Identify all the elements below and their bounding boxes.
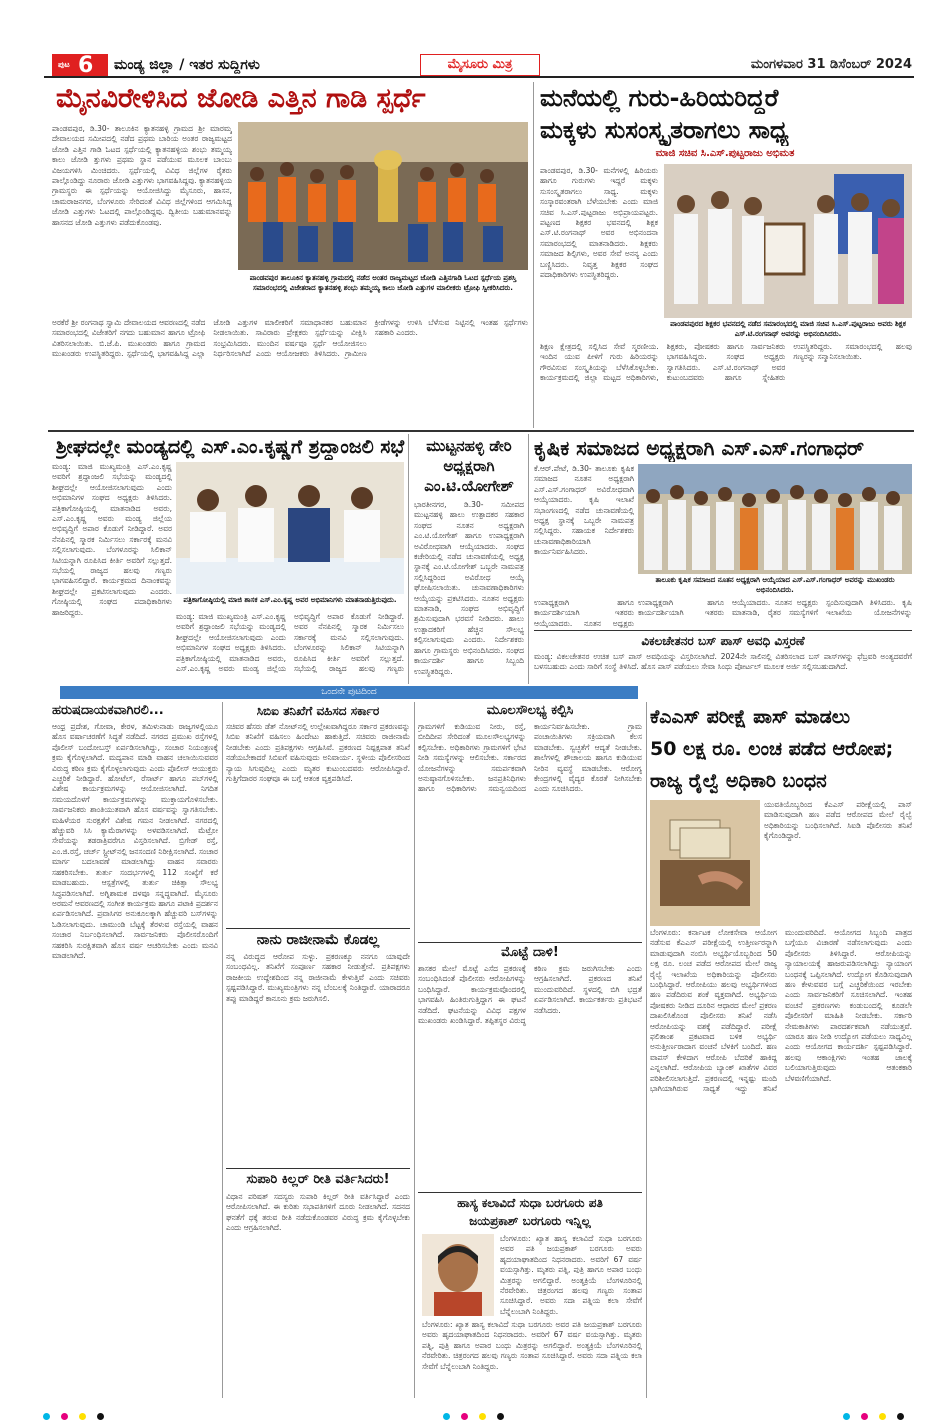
cart-race-body-bottom: ಅರಕೆರೆ ಶ್ರೀ ರಂಗನಾಥ ಸ್ವಾಮಿ ದೇವಾಲಯದ ಆವರಣದಲ್ಲಿ ನಡೆದ ಸಮಾರಂಭದಲ್ಲಿ ವಿಜೇತರಿಗೆ ನಗದು ಬಹುಮಾನ ಹಾಗೂ ಟ್ರೋಫಿ ವಿತರಿಸಲಾಯಿತು. ಬಿ.ಜೆ.ಪಿ. ಮುಖಂಡರು ಹಾಗೂ ಗ್ರಾಮದ ಮುಖಂಡರು ಉಪಸ್ಥಿತರಿದ್ದರು. ಸ್ಪರ್ಧೆಯಲ್ಲಿ ಭಾಗವಹಿಸಿದ್ದ ಎಲ್ಲಾ ಜೋಡಿ ಎತ್ತುಗಳ ಮಾಲೀಕರಿಗೆ ಸಮಾಧಾನಕರ ಬಹುಮಾನ ನೀಡಲಾಯಿತು. ಸಾವಿರಾರು ಪ್ರೇಕ್ಷಕರು ಸ್ಪರ್ಧೆಯನ್ನು ವೀಕ್ಷಿಸಿ ಸಂಭ್ರಮಿಸಿದರು. ಮುಂದಿನ ವರ್ಷವೂ ಸ್ಪರ್ಧೆ ಆಯೋಜಿಸಲು ನಿರ್ಧರಿಸಲಾಗಿದೆ ಎಂದು ಆಯೋಜಕರು ತಿಳಿಸಿದರು. ಗ್ರಾಮೀಣ ಕ್ರೀಡೆಗಳನ್ನು ಉಳಿಸಿ ಬೆಳೆಸುವ ನಿಟ್ಟಿನಲ್ಲಿ ಇಂತಹ ಸ್ಪರ್ಧೆಗಳು ಸಹಕಾರಿ ಎಂದರು. [52, 318, 528, 359]
resign-headline: ನಾನು ರಾಜೀನಾಮೆ ಕೊಡಲ್ಲ [256, 932, 380, 948]
jump2-body: ಸಚಿವರ ಹೆಸರು ಡೆತ್ ನೋಟ್‌ನಲ್ಲಿ ಉಲ್ಲೇಖವಾಗಿದ್ದರೂ ಸರ್ಕಾರ ಪ್ರಕರಣವನ್ನು ಸಿಬಿಐ ತನಿಖೆಗೆ ವಹಿಸಲು ಹಿಂದೇಟು ಹಾಕುತ್ತಿದೆ. ಸಚಿವರು ರಾಜೀನಾಮೆ ನೀಡಬೇಕು ಎಂದು ಪ್ರತಿಪಕ್ಷಗಳು ಆಗ್ರಹಿಸಿವೆ. ಪ್ರಕರಣದ ನಿಷ್ಪಕ್ಷಪಾತ ತನಿಖೆ ನಡೆಯಬೇಕಾದರೆ ಸಿಬಿಐಗೆ ವಹಿಸುವುದು ಅನಿವಾರ್ಯ. ಸ್ಥಳೀಯ ಪೊಲೀಸರಿಂದ ನ್ಯಾಯ ಸಿಗುವುದಿಲ್ಲ ಎಂದು ಮೃತರ ಕುಟುಂಬದವರು ಆರೋಪಿಸಿದ್ದಾರೆ. ಗುತ್ತಿಗೆದಾರರ ಸಂಘವೂ ಈ ಬಗ್ಗೆ ಆತಂಕ ವ್ಯಕ್ತಪಡಿಸಿದೆ. [226, 722, 410, 784]
dairy-headline-line2: ಅಧ್ಯಕ್ಷರಾಗಿ [443, 457, 495, 475]
jump2-headline: ಸಿಬಿಐ ತನಿಖೆಗೆ ವಹಿಸದ ಸರ್ಕಾರ [256, 704, 380, 718]
column-divider [528, 434, 529, 684]
obit-body-right: ಬೆಂಗಳೂರು: ಖ್ಯಾತ ಹಾಸ್ಯ ಕಲಾವಿದೆ ಸುಧಾ ಬರಗೂರು ಅವರ ಪತಿ ಜಯಪ್ರಕಾಶ್ ಬರಗೂರು ಅವರು ಹೃದಯಾಘಾತದಿಂದ ನಿಧನರಾದರು. ಅವರಿಗೆ 67 ವರ್ಷ ವಯಸ್ಸಾಗಿತ್ತು. ಮೃತರು ಪತ್ನಿ, ಪುತ್ರಿ ಹಾಗೂ ಅಪಾರ ಬಂಧು ಮಿತ್ರರನ್ನು ಅಗಲಿದ್ದಾರೆ. ಅಂತ್ಯಕ್ರಿಯೆ ಬೆಂಗಳೂರಿನಲ್ಲಿ ನೆರವೇರಿತು. ಚಿತ್ರರಂಗದ ಹಲವು ಗಣ್ಯರು ಸಂತಾಪ ಸೂಚಿಸಿದ್ದಾರೆ. ಅವರು ಸದಾ ಪತ್ನಿಯ ಕಲಾ ಸೇವೆಗೆ ಬೆನ್ನೆಲುಬಾಗಿ ನಿಂತಿದ್ದರು. [500, 1234, 642, 1316]
sm-krishna-photo-image [176, 462, 404, 594]
page-number: 6 [78, 53, 94, 78]
motte-headline: ಮೊಟ್ಟೆ ದಾಳಿ! [501, 945, 559, 960]
cart-race-body-left: ಪಾಂಡವಪುರ, ಡಿ.30- ತಾಲೂಕಿನ ಕ್ಯಾತನಹಳ್ಳಿ ಗ್ರಾಮದ ಶ್ರೀ ಮಾರಮ್ಮ ದೇವಾಲಯದ ಸಮೀಪದಲ್ಲಿ ನಡೆದ ಪ್ರಥಮ ಬಾರಿಯ ಅಂತರ ರಾಜ್ಯಮಟ್ಟದ ಜೋಡಿ ಎತ್ತಿನ ಗಾಡಿ ಓಟದ ಸ್ಪರ್ಧೆಯಲ್ಲಿ ಕ್ಯಾತನಹಳ್ಳಿಯ ಶಂಭು ತಮ್ಮಯ್ಯ ಕಾಲು ಜೋಡಿ ತ್ತುಗಳು ಪ್ರಥಮ ಸ್ಥಾನ ಪಡೆಯುವ ಮೂಲಕ ಬಾಂಬು ವಿಜಯಗಳಿಸಿ ಮಿಂಚಿದರು. ಸ್ಪರ್ಧೆಯಲ್ಲಿ ವಿವಿಧ ಜಿಲ್ಲೆಗಳ ರೈತರು ಪಾಲ್ಗೊಂಡಿದ್ದು ನೂರಾರು ಜೋಡಿ ಎತ್ತುಗಳು ಭಾಗವಹಿಸಿದ್ದವು. ಕ್ಯಾತನಹಳ್ಳಿಯ ಗ್ರಾಮಸ್ಥರು ಈ ಸ್ಪರ್ಧೆಯನ್ನು ಆಯೋಜಿಸಿದ್ದು ಮೈಸೂರು, ಹಾಸನ, ಚಾಮರಾಜನಗರ, ಬೆಂಗಳೂರು ಸೇರಿದಂತೆ ವಿವಿಧ ಜಿಲ್ಲೆಗಳಿಂದ ಆಗಮಿಸಿದ್ದ ಜೋಡಿ ಎತ್ತುಗಳು ಓಟದಲ್ಲಿ ಪಾಲ್ಗೊಂಡಿದ್ದವು. ದ್ವಿತೀಯ ಬಹುಮಾನವನ್ನು ಹಾಸನದ ಜೋಡಿ ಎತ್ತುಗಳು ಪಡೆದುಕೊಂಡವು. [52, 124, 232, 227]
guru-photo [664, 164, 912, 318]
source-headline: ಮೂಲಸೌಲಭ್ಯ ಕಲ್ಪಿಸಿ [486, 703, 574, 718]
cyan-dot [843, 1413, 850, 1420]
cart-race-photo-caption: ಪಾಂಡವಪುರ ತಾಲೂಕಿನ ಕ್ಯಾತನಹಳ್ಳಿ ಗ್ರಾಮದಲ್ಲಿ ನಡೆದ ಅಂತರ ರಾಜ್ಯಮಟ್ಟದ ಜೋಡಿ ಎತ್ತಿನಗಾಡಿ ಓಟದ ಸ್ಪರ್ಧೆಯ ಪ್ರಶಸ್ತಿ ಸಮಾರಂಭದಲ್ಲಿ ವಿಜೇತರಾದ ಕ್ಯಾತನಹಳ್ಳಿ ಶಂಭು ತಮ್ಮಯ್ಯ ಕಾಲು ಜೋಡಿ ಎತ್ತುಗಳ ಮಾಲೀಕರು ಟ್ರೋಫಿ ಸ್ವೀಕರಿಸಿದರು. [249, 274, 517, 292]
krishika-body-left-bottom: ಉಪಾಧ್ಯಕ್ಷರಾಗಿ ಹಾಗೂ ಕಾರ್ಯದರ್ಶಿಯಾಗಿ ಇತರರು ಆಯ್ಕೆಯಾದರು. ನೂತನ ಅಧ್ಯಕ್ಷರು [534, 598, 634, 628]
supari-headline: ಸುಪಾರಿ ಕಿಲ್ಲರ್ ರೀತಿ ವರ್ತಿಸಿದರು! [246, 1172, 390, 1187]
guru-photo-caption: ಪಾಂಡವಪುರದ ಶಿಕ್ಷಕರ ಭವನದಲ್ಲಿ ನಡೆದ ಸಮಾರಂಭದಲ್ಲಿ ಮಾಜಿ ಸಚಿವ ಸಿ.ಎಸ್.ಪುಟ್ಟರಾಜು ಅವರು ಶಿಕ್ಷಕ ಎಸ್.ಟಿ.ರಂಗನಾಥ್ ಅವರನ್ನು ಅಭಿನಂದಿಸಿದರು. [670, 320, 906, 338]
obit-headline-line1: ಹಾಸ್ಯ ಕಲಾವಿದೆ ಸುಧಾ ಬರಗೂರು ಪತಿ [457, 1196, 603, 1210]
paper-name: ಮೈಸೂರು ಮಿತ್ರ [420, 54, 540, 76]
column-divider [408, 434, 409, 684]
rule [418, 1192, 642, 1193]
column-divider [646, 702, 647, 1398]
section-divider [48, 430, 914, 432]
krishika-photo-caption: ತಾಲೂಕು ಕೃಷಿಕ ಸಮಾಜದ ನೂತನ ಅಧ್ಯಕ್ಷರಾಗಿ ಆಯ್ಕೆಯಾದ ಎಸ್.ಎಸ್.ಗಂಗಾಧರ್ ಅವರನ್ನು ಮುಖಂಡರು ಅಭಿನಂದಿಸಿದರು. [655, 576, 895, 594]
krishika-photo-image [638, 464, 912, 574]
guru-body-bottom: ಶಿಕ್ಷಣ ಕ್ಷೇತ್ರದಲ್ಲಿ ಸಲ್ಲಿಸಿದ ಸೇವೆ ಸ್ಮರಣೀಯ. ಇಂದಿನ ಯುವ ಪೀಳಿಗೆ ಗುರು ಹಿರಿಯರನ್ನು ಗೌರವಿಸುವ ಸಂಸ್ಕೃತಿಯನ್ನು ಬೆಳೆಸಿಕೊಳ್ಳಬೇಕು. ಕಾರ್ಯಕ್ರಮದಲ್ಲಿ ಜಿಲ್ಲಾ ಮಟ್ಟದ ಅಧಿಕಾರಿಗಳು, ಶಿಕ್ಷಕರು, ಪೋಷಕರು ಹಾಗೂ ಸಾರ್ವಜನಿಕರು ಭಾಗವಹಿಸಿದ್ದರು. ಸಂಘದ ಅಧ್ಯಕ್ಷರು ಸ್ವಾಗತಿಸಿದರು. ಎಸ್.ಟಿ.ರಂಗನಾಥ್ ಅವರ ಕುಟುಂಬದವರು ಹಾಗೂ ಸ್ನೇಹಿತರು ಉಪಸ್ಥಿತರಿದ್ದರು. ಸಮಾರಂಭದಲ್ಲಿ ಹಲವು ಗಣ್ಯರನ್ನು ಸನ್ಮಾನಿಸಲಾಯಿತು. [540, 342, 912, 383]
guru-body-left: ಪಾಂಡವಪುರ, ಡಿ.30- ಮನೆಗಳಲ್ಲಿ ಹಿರಿಯರು ಹಾಗೂ ಗುರುಗಳು ಇದ್ದರೆ ಮಕ್ಕಳು ಸುಸಂಸ್ಕೃತರಾಗಲು ಸಾಧ್ಯ. ಮಕ್ಕಳು ಸಂಸ್ಕಾರವಂತರಾಗಿ ಬೆಳೆಯಬೇಕು ಎಂದು ಮಾಜಿ ಸಚಿವ ಸಿ.ಎಸ್.ಪುಟ್ಟರಾಜು ಅಭಿಪ್ರಾಯಪಟ್ಟರು. ಪಟ್ಟಣದ ಶಿಕ್ಷಕರ ಭವನದಲ್ಲಿ ಶಿಕ್ಷಕ ಎಸ್.ಟಿ.ರಂಗನಾಥ್ ಅವರ ಅಭಿನಂದನಾ ಸಮಾರಂಭದಲ್ಲಿ ಮಾತನಾಡಿದರು. ಶಿಕ್ಷಕರು ಸಮಾಜದ ಶಿಲ್ಪಿಗಳು, ಅವರ ಸೇವೆ ಅನನ್ಯ ಎಂದು ಬಣ್ಣಿಸಿದರು. ನಿವೃತ್ತ ಶಿಕ್ಷಕರ ಸಂಘದ ಪದಾಧಿಕಾರಿಗಳು ಉಪಸ್ಥಿತರಿದ್ದರು. [540, 166, 658, 280]
krishika-headline: ಕೃಷಿಕ ಸಮಾಜದ ಅಧ್ಯಕ್ಷರಾಗಿ ಎಸ್.ಎಸ್.ಗಂಗಾಧರ್ [534, 436, 865, 460]
obit-portrait [422, 1234, 494, 1316]
yellow-dot [879, 1413, 886, 1420]
magenta-dot [861, 1413, 868, 1420]
page-label: ಪುಟ [58, 60, 70, 69]
dairy-headline-line1: ಮುಟ್ಟನಹಳ್ಳಿ ಡೇರಿ [426, 437, 512, 455]
supari-body: ವಿಧಾನ ಪರಿಷತ್ ಸದಸ್ಯರು ಸುಪಾರಿ ಕಿಲ್ಲರ್ ರೀತಿ ವರ್ತಿಸಿದ್ದಾರೆ ಎಂದು ಆರೋಪಿಸಲಾಗಿದೆ. ಈ ಕುರಿತು ಸಭಾಪತಿಗಳಿಗೆ ದೂರು ನೀಡಲಾಗಿದೆ. ಸದನದ ಘನತೆಗೆ ಧಕ್ಕೆ ತರುವ ರೀತಿ ನಡೆದುಕೊಂಡವರ ವಿರುದ್ಧ ಕ್ರಮ ಕೈಗೊಳ್ಳಬೇಕು ಎಂದು ಆಗ್ರಹಿಸಲಾಗಿದೆ. [226, 1192, 410, 1233]
sm-krishna-photo [176, 462, 404, 594]
kas-body-main: ಬೆಂಗಳೂರು: ಕರ್ನಾಟಕ ಲೋಕಸೇವಾ ಆಯೋಗ ನಡೆಸುವ ಕೆಎಎಸ್ ಪರೀಕ್ಷೆಯಲ್ಲಿ ಉತ್ತೀರ್ಣರನ್ನಾಗಿ ಮಾಡುವುದಾಗಿ ನಂಬಿಸಿ ಅಭ್ಯರ್ಥಿಯೊಬ್ಬರಿಂದ 50 ಲಕ್ಷ ರೂ. ಲಂಚ ಪಡೆದ ಆರೋಪದ ಮೇಲೆ ರಾಜ್ಯ ರೈಲ್ವೆ ಇಲಾಖೆಯ ಅಧಿಕಾರಿಯನ್ನು ಪೊಲೀಸರು ಬಂಧಿಸಿದ್ದಾರೆ. ಆರೋಪಿಯು ಹಲವು ಅಭ್ಯರ್ಥಿಗಳಿಂದ ಹಣ ಪಡೆದಿರುವ ಶಂಕೆ ವ್ಯಕ್ತವಾಗಿದೆ. ಅಭ್ಯರ್ಥಿಯ ಪೋಷಕರು ನೀಡಿದ ದೂರಿನ ಆಧಾರದ ಮೇಲೆ ಪ್ರಕರಣ ದಾಖಲಿಸಿಕೊಂಡ ಪೊಲೀಸರು ತನಿಖೆ ನಡೆಸಿ ಆರೋಪಿಯನ್ನು ವಶಕ್ಕೆ ಪಡೆದಿದ್ದಾರೆ. ಪರೀಕ್ಷೆ ಫಲಿತಾಂಶ ಪ್ರಕಟವಾದ ಬಳಿಕ ಅಭ್ಯರ್ಥಿ ಅನುತ್ತೀರ್ಣರಾದಾಗ ವಂಚನೆ ಬೆಳಕಿಗೆ ಬಂದಿದೆ. ಹಣ ವಾಪಸ್ ಕೇಳಿದಾಗ ಆರೋಪಿ ಬೆದರಿಕೆ ಹಾಕಿದ್ದ ಎನ್ನಲಾಗಿದೆ. ಆರೋಪಿಯ ಬ್ಯಾಂಕ್ ಖಾತೆಗಳ ವಿವರ ಪರಿಶೀಲಿಸಲಾಗುತ್ತಿದೆ. ಪ್ರಕರಣದಲ್ಲಿ ಇನ್ನಷ್ಟು ಮಂದಿ ಭಾಗಿಯಾಗಿರುವ ಸಾಧ್ಯತೆ ಇದ್ದು ತನಿಖೆ ಮುಂದುವರಿದಿದೆ. ಆಯೋಗದ ಸಿಬ್ಬಂದಿ ಪಾತ್ರದ ಬಗ್ಗೆಯೂ ವಿಚಾರಣೆ ನಡೆಸಲಾಗುವುದು ಎಂದು ಪೊಲೀಸರು ತಿಳಿಸಿದ್ದಾರೆ. ಆರೋಪಿಯನ್ನು ನ್ಯಾಯಾಲಯಕ್ಕೆ ಹಾಜರುಪಡಿಸಲಾಗಿದ್ದು ನ್ಯಾಯಾಂಗ ಬಂಧನಕ್ಕೆ ಒಪ್ಪಿಸಲಾಗಿದೆ. ಉದ್ಯೋಗ ಕೊಡಿಸುವುದಾಗಿ ಹಣ ಕೇಳುವವರ ಬಗ್ಗೆ ಎಚ್ಚರಿಕೆಯಿಂದ ಇರಬೇಕು ಎಂದು ಸಾರ್ವಜನಿಕರಿಗೆ ಸೂಚಿಸಲಾಗಿದೆ. ಇಂತಹ ವಂಚನೆ ಪ್ರಕರಣಗಳು ಕಂಡುಬಂದಲ್ಲಿ ಕೂಡಲೇ ಪೊಲೀಸರಿಗೆ ಮಾಹಿತಿ ನೀಡಬೇಕು. ಸರ್ಕಾರಿ ನೇಮಕಾತಿಗಳು ಪಾರದರ್ಶಕವಾಗಿ ನಡೆಯುತ್ತವೆ. ಯಾರೂ ಹಣ ನೀಡಿ ಉದ್ಯೋಗ ಪಡೆಯಲು ಸಾಧ್ಯವಿಲ್ಲ ಎಂದು ಆಯೋಗದ ಕಾರ್ಯದರ್ಶಿ ಸ್ಪಷ್ಟಪಡಿಸಿದ್ದಾರೆ. ಹಲವು ಆಕಾಂಕ್ಷಿಗಳು ಇಂತಹ ಜಾಲಕ್ಕೆ ಬಲಿಯಾಗುತ್ತಿರುವುದು ಆತಂಕಕಾರಿ ಬೆಳವಣಿಗೆಯಾಗಿದೆ. [650, 928, 912, 1094]
section-title: ಮಂಡ್ಯ ಜಿಲ್ಲಾ / ಇತರ ಸುದ್ದಿಗಳು [114, 57, 260, 73]
bus-pass-body: ಮಂಡ್ಯ: ವಿಕಲಚೇತನರ ಉಚಿತ ಬಸ್ ಪಾಸ್ ಅವಧಿಯನ್ನು ವಿಸ್ತರಿಸಲಾಗಿದೆ. 2024ನೇ ಸಾಲಿನಲ್ಲಿ ವಿತರಿಸಲಾದ ಬಸ್ ಪಾಸ್‌ಗಳನ್ನು ಫೆಬ್ರವರಿ ಅಂತ್ಯದವರೆಗೆ ಬಳಸಬಹುದು ಎಂದು ಸಾರಿಗೆ ಸಂಸ್ಥೆ ತಿಳಿಸಿದೆ. ಹೊಸ ಪಾಸ್ ಪಡೆಯಲು ಸೇವಾ ಸಿಂಧು ಪೋರ್ಟಲ್ ಮೂಲಕ ಅರ್ಜಿ ಸಲ್ಲಿಸಬಹುದಾಗಿದೆ. [534, 652, 912, 672]
cart-race-photo [238, 122, 528, 270]
cyan-dot [43, 1413, 50, 1420]
black-dot [97, 1413, 104, 1420]
rule [534, 630, 912, 631]
magenta-dot [461, 1413, 468, 1420]
guru-headline-line2: ಮಕ್ಕಳು ಸುಸಂಸ್ಕೃತರಾಗಲು ಸಾಧ್ಯ [540, 116, 789, 144]
black-dot [497, 1413, 504, 1420]
krishika-body-top: ಕೆ.ಆರ್.ಪೇಟೆ, ಡಿ.30- ತಾಲೂಕು ಕೃಷಿಕ ಸಮಾಜದ ನೂತನ ಅಧ್ಯಕ್ಷರಾಗಿ ಎಸ್.ಎಸ್.ಗಂಗಾಧರ್ ಅವಿರೋಧವಾಗಿ ಆಯ್ಕೆಯಾದರು. ಕೃಷಿ ಇಲಾಖೆ ಸಭಾಂಗಣದಲ್ಲಿ ನಡೆದ ಚುನಾವಣೆಯಲ್ಲಿ ಅಧ್ಯಕ್ಷ ಸ್ಥಾನಕ್ಕೆ ಒಬ್ಬರೇ ನಾಮಪತ್ರ ಸಲ್ಲಿಸಿದ್ದರು. ಸಹಾಯಕ ನಿರ್ದೇಶಕರು ಚುನಾವಣಾಧಿಕಾರಿಯಾಗಿ ಕಾರ್ಯನಿರ್ವಹಿಸಿದರು. [534, 464, 634, 557]
cart-race-headline: ಮೈನವಿರೇಳಿಸಿದ ಜೋಡಿ ಎತ್ತಿನ ಗಾಡಿ ಸ್ಪರ್ಧೆ [56, 83, 426, 114]
kas-headline-line1: ಕೆಎಎಸ್ ಪರೀಕ್ಷೆ ಪಾಸ್ ಮಾಡಲು [650, 706, 851, 728]
sm-krishna-body-left: ಮಂಡ್ಯ: ಮಾಜಿ ಮುಖ್ಯಮಂತ್ರಿ ಎಸ್.ಎಂ.ಕೃಷ್ಣ ಅವರಿಗೆ ಶ್ರದ್ಧಾಂಜಲಿ ಸಭೆಯನ್ನು ಮಂಡ್ಯದಲ್ಲಿ ಶೀಘ್ರದಲ್ಲೇ ಆಯೋಜಿಸಲಾಗುವುದು ಎಂದು ಅಭಿಮಾನಿಗಳ ಸಂಘದ ಅಧ್ಯಕ್ಷರು ತಿಳಿಸಿದರು. ಪತ್ರಿಕಾಗೋಷ್ಠಿಯಲ್ಲಿ ಮಾತನಾಡಿದ ಅವರು, ಎಸ್.ಎಂ.ಕೃಷ್ಣ ಅವರು ಮಂಡ್ಯ ಜಿಲ್ಲೆಯ ಅಭಿವೃದ್ಧಿಗೆ ಅಪಾರ ಕೊಡುಗೆ ನೀಡಿದ್ದಾರೆ. ಅವರ ನೆನಪಿನಲ್ಲಿ ಸ್ಮಾರಕ ನಿರ್ಮಿಸಲು ಸರ್ಕಾರಕ್ಕೆ ಮನವಿ ಸಲ್ಲಿಸಲಾಗುವುದು. ಬೆಂಗಳೂರನ್ನು ಸಿಲಿಕಾನ್ ಸಿಟಿಯನ್ನಾಗಿ ರೂಪಿಸಿದ ಕೀರ್ತಿ ಅವರಿಗೆ ಸಲ್ಲುತ್ತದೆ. ಸಭೆಯಲ್ಲಿ ರಾಜ್ಯದ ಹಲವು ಗಣ್ಯರು ಭಾಗವಹಿಸಲಿದ್ದಾರೆ. ಕಾರ್ಯಕ್ರಮದ ದಿನಾಂಕವನ್ನು ಶೀಘ್ರದಲ್ಲೇ ಪ್ರಕಟಿಸಲಾಗುವುದು ಎಂದರು. ಗೋಷ್ಠಿಯಲ್ಲಿ ಸಂಘದ ಪದಾಧಿಕಾರಿಗಳು ಹಾಜರಿದ್ದರು. [52, 462, 172, 617]
cart-race-photo-image [238, 122, 528, 270]
cyan-dot [443, 1413, 450, 1420]
print-registration-marks [0, 1402, 945, 1416]
rule [226, 928, 410, 929]
black-dot [897, 1413, 904, 1420]
krishika-photo [638, 464, 912, 574]
dairy-body: ಭಾರತೀನಗರ, ಡಿ.30- ಸಮೀಪದ ಮುಟ್ಟನಹಳ್ಳಿ ಹಾಲು ಉತ್ಪಾದಕರ ಸಹಕಾರ ಸಂಘದ ನೂತನ ಅಧ್ಯಕ್ಷರಾಗಿ ಎಂ.ಟಿ.ಯೋಗೇಶ್ ಹಾಗೂ ಉಪಾಧ್ಯಕ್ಷರಾಗಿ ಅವಿರೋಧವಾಗಿ ಆಯ್ಕೆಯಾದರು. ಸಂಘದ ಕಚೇರಿಯಲ್ಲಿ ನಡೆದ ಚುನಾವಣೆಯಲ್ಲಿ ಅಧ್ಯಕ್ಷ ಸ್ಥಾನಕ್ಕೆ ಎಂ.ಟಿ.ಯೋಗೇಶ್ ಒಬ್ಬರೇ ನಾಮಪತ್ರ ಸಲ್ಲಿಸಿದ್ದರಿಂದ ಅವಿರೋಧ ಆಯ್ಕೆ ಘೋಷಿಸಲಾಯಿತು. ಚುನಾವಣಾಧಿಕಾರಿಗಳು ಆಯ್ಕೆಯನ್ನು ಪ್ರಕಟಿಸಿದರು. ನೂತನ ಅಧ್ಯಕ್ಷರು ಮಾತನಾಡಿ, ಸಂಘದ ಅಭಿವೃದ್ಧಿಗೆ ಶ್ರಮಿಸುವುದಾಗಿ ಭರವಸೆ ನೀಡಿದರು. ಹಾಲು ಉತ್ಪಾದಕರಿಗೆ ಹೆಚ್ಚಿನ ಸೌಲಭ್ಯ ಕಲ್ಪಿಸಲಾಗುವುದು ಎಂದರು. ನಿರ್ದೇಶಕರು ಹಾಗೂ ಗ್ರಾಮಸ್ಥರು ಅಭಿನಂದಿಸಿದರು. ಸಂಘದ ಕಾರ್ಯದರ್ಶಿ ಹಾಗೂ ಸಿಬ್ಬಂದಿ ಉಪಸ್ಥಿತರಿದ್ದರು. [414, 500, 524, 676]
source-body: ಗ್ರಾಮಗಳಿಗೆ ಕುಡಿಯುವ ನೀರು, ರಸ್ತೆ, ಬೀದಿದೀಪ ಸೇರಿದಂತೆ ಮೂಲಸೌಲಭ್ಯಗಳನ್ನು ಕಲ್ಪಿಸಬೇಕು. ಅಧಿಕಾರಿಗಳು ಗ್ರಾಮಗಳಿಗೆ ಭೇಟಿ ನೀಡಿ ಸಮಸ್ಯೆಗಳನ್ನು ಆಲಿಸಬೇಕು. ಸರ್ಕಾರದ ಯೋಜನೆಗಳನ್ನು ಸಮರ್ಪಕವಾಗಿ ಅನುಷ್ಠಾನಗೊಳಿಸಬೇಕು. ಜನಪ್ರತಿನಿಧಿಗಳು ಹಾಗೂ ಅಧಿಕಾರಿಗಳು ಸಮನ್ವಯದಿಂದ ಕಾರ್ಯನಿರ್ವಹಿಸಬೇಕು. ಗ್ರಾಮ ಪಂಚಾಯಿತಿಗಳು ಸಕ್ರಿಯವಾಗಿ ಕೆಲಸ ಮಾಡಬೇಕು. ಸ್ವಚ್ಛತೆಗೆ ಆದ್ಯತೆ ನೀಡಬೇಕು. ಶಾಲೆಗಳಲ್ಲಿ ಶೌಚಾಲಯ ಹಾಗೂ ಕುಡಿಯುವ ನೀರಿನ ವ್ಯವಸ್ಥೆ ಮಾಡಬೇಕು. ಆರೋಗ್ಯ ಕೇಂದ್ರಗಳಲ್ಲಿ ವೈದ್ಯರ ಕೊರತೆ ನೀಗಿಸಬೇಕು ಎಂದು ಸೂಚಿಸಿದರು. [418, 722, 642, 794]
rule [418, 942, 642, 943]
kas-illustration [650, 800, 760, 926]
dairy-headline-line3: ಎಂ.ಟಿ.ಯೋಗೇಶ್ [424, 477, 514, 495]
page-number-box [52, 54, 108, 76]
resign-body: ನನ್ನ ವಿರುದ್ಧದ ಆರೋಪ ಸುಳ್ಳು. ಪ್ರಕರಣಕ್ಕೂ ನನಗೂ ಯಾವುದೇ ಸಂಬಂಧವಿಲ್ಲ. ತನಿಖೆಗೆ ಸಂಪೂರ್ಣ ಸಹಕಾರ ನೀಡುತ್ತೇನೆ. ಪ್ರತಿಪಕ್ಷಗಳು ರಾಜಕೀಯ ಉದ್ದೇಶದಿಂದ ನನ್ನ ರಾಜೀನಾಮೆ ಕೇಳುತ್ತಿವೆ ಎಂದು ಸಚಿವರು ಸ್ಪಷ್ಟಪಡಿಸಿದ್ದಾರೆ. ಮುಖ್ಯಮಂತ್ರಿಗಳು ನನ್ನ ಬೆಂಬಲಕ್ಕೆ ನಿಂತಿದ್ದಾರೆ. ಯಾರಾದರೂ ತಪ್ಪು ಮಾಡಿದ್ದರೆ ಕಾನೂನು ಕ್ರಮ ಜರುಗಿಸಲಿ. [226, 952, 410, 1003]
issue-date: ಮಂಗಳವಾರ 31 ಡಿಸೆಂಬರ್ 2024 [750, 57, 912, 72]
obit-headline-line2: ಜಯಪ್ರಕಾಶ್ ಬರಗೂರು ಇನ್ನಿಲ್ಲ [469, 1214, 591, 1228]
kas-headline-line2: 50 ಲಕ್ಷ ರೂ. ಲಂಚ ಪಡೆದ ಆರೋಪ; [650, 738, 894, 760]
bus-pass-headline: ವಿಕಲಚೇತನರ ಬಸ್ ಪಾಸ್ ಅವಧಿ ವಿಸ್ತರಣೆ [641, 634, 805, 648]
rule [226, 1168, 410, 1169]
obit-body-bottom: ಬೆಂಗಳೂರು: ಖ್ಯಾತ ಹಾಸ್ಯ ಕಲಾವಿದೆ ಸುಧಾ ಬರಗೂರು ಅವರ ಪತಿ ಜಯಪ್ರಕಾಶ್ ಬರಗೂರು ಅವರು ಹೃದಯಾಘಾತದಿಂದ ನಿಧನರಾದರು. ಅವರಿಗೆ 67 ವರ್ಷ ವಯಸ್ಸಾಗಿತ್ತು. ಮೃತರು ಪತ್ನಿ, ಪುತ್ರಿ ಹಾಗೂ ಅಪಾರ ಬಂಧು ಮಿತ್ರರನ್ನು ಅಗಲಿದ್ದಾರೆ. ಅಂತ್ಯಕ್ರಿಯೆ ಬೆಂಗಳೂರಿನಲ್ಲಿ ನೆರವೇರಿತು. ಚಿತ್ರರಂಗದ ಹಲವು ಗಣ್ಯರು ಸಂತಾಪ ಸೂಚಿಸಿದ್ದಾರೆ. ಅವರು ಸದಾ ಪತ್ನಿಯ ಕಲಾ ಸೇವೆಗೆ ಬೆನ್ನೆಲುಬಾಗಿ ನಿಂತಿದ್ದರು. [422, 1320, 642, 1371]
guru-photo-image [664, 164, 912, 318]
krishika-body-bottom: ಉಪಾಧ್ಯಕ್ಷರಾಗಿ ಹಾಗೂ ಕಾರ್ಯದರ್ಶಿಯಾಗಿ ಇತರರು ಆಯ್ಕೆಯಾದರು. ನೂತನ ಅಧ್ಯಕ್ಷರು ಮಾತನಾಡಿ, ರೈತರ ಸಮಸ್ಯೆಗಳಿಗೆ ಸ್ಪಂದಿಸುವುದಾಗಿ ತಿಳಿಸಿದರು. ಕೃಷಿ ಇಲಾಖೆಯ ಯೋಜನೆಗಳನ್ನು [638, 598, 912, 618]
column-divider [414, 702, 415, 1398]
motte-body: ಶಾಸಕರ ಮೇಲೆ ಮೊಟ್ಟೆ ಎಸೆದ ಪ್ರಕರಣಕ್ಕೆ ಸಂಬಂಧಿಸಿದಂತೆ ಪೊಲೀಸರು ಆರೋಪಿಗಳನ್ನು ಬಂಧಿಸಿದ್ದಾರೆ. ಕಾರ್ಯಕ್ರಮವೊಂದರಲ್ಲಿ ಭಾಗವಹಿಸಿ ಹಿಂತಿರುಗುತ್ತಿದ್ದಾಗ ಈ ಘಟನೆ ನಡೆದಿದೆ. ಘಟನೆಯನ್ನು ವಿವಿಧ ಪಕ್ಷಗಳ ಮುಖಂಡರು ಖಂಡಿಸಿದ್ದಾರೆ. ತಪ್ಪಿತಸ್ಥರ ವಿರುದ್ಧ ಕಠಿಣ ಕ್ರಮ ಜರುಗಿಸಬೇಕು ಎಂದು ಆಗ್ರಹಿಸಲಾಗಿದೆ. ಪ್ರಕರಣದ ತನಿಖೆ ಮುಂದುವರಿದಿದೆ. ಸ್ಥಳದಲ್ಲಿ ಬಿಗಿ ಭದ್ರತೆ ಏರ್ಪಡಿಸಲಾಗಿದೆ. ಕಾರ್ಯಕರ್ತರು ಪ್ರತಿಭಟನೆ ನಡೆಸಿದರು. [418, 964, 642, 1026]
column-divider [533, 82, 534, 428]
column-divider [222, 702, 223, 1398]
continued-banner: ಒಂದನೇ ಪುಟದಿಂದ [60, 686, 638, 699]
magenta-dot [61, 1413, 68, 1420]
jump1-body: ಆಂಧ್ರ ಪ್ರದೇಶ, ಗೋವಾ, ಕೇರಳ, ತಮಿಳುನಾಡು ರಾಜ್ಯಗಳಲ್ಲಿಯೂ ಹೊಸ ವರ್ಷಾಚರಣೆಗೆ ಸಿದ್ಧತೆ ನಡೆದಿದೆ. ನಗರದ ಪ್ರಮುಖ ರಸ್ತೆಗಳಲ್ಲಿ ಪೊಲೀಸ್ ಬಂದೋಬಸ್ತ್ ಏರ್ಪಡಿಸಲಾಗಿದ್ದು, ಸಂಚಾರ ನಿಯಂತ್ರಣಕ್ಕೆ ಕ್ರಮ ಕೈಗೊಳ್ಳಲಾಗಿದೆ. ಮದ್ಯಪಾನ ಮಾಡಿ ವಾಹನ ಚಲಾಯಿಸುವವರ ವಿರುದ್ಧ ಕಠಿಣ ಕ್ರಮ ಕೈಗೊಳ್ಳಲಾಗುವುದು ಎಂದು ಪೊಲೀಸ್ ಆಯುಕ್ತರು ಎಚ್ಚರಿಕೆ ನೀಡಿದ್ದಾರೆ. ಹೋಟೆಲ್, ರೆಸಾರ್ಟ್ ಹಾಗೂ ಪಬ್‌ಗಳಲ್ಲಿ ವಿಶೇಷ ಕಾರ್ಯಕ್ರಮಗಳನ್ನು ಆಯೋಜಿಸಲಾಗಿದೆ. ನಿಗದಿತ ಸಮಯದೊಳಗೆ ಕಾರ್ಯಕ್ರಮಗಳನ್ನು ಮುಕ್ತಾಯಗೊಳಿಸಬೇಕು. ಸಾರ್ವಜನಿಕರು ಶಾಂತಿಯುತವಾಗಿ ಹೊಸ ವರ್ಷವನ್ನು ಸ್ವಾಗತಿಸಬೇಕು. ಮಹಿಳೆಯರ ಸುರಕ್ಷತೆಗೆ ವಿಶೇಷ ಗಮನ ನೀಡಲಾಗಿದೆ. ನಗರದಲ್ಲಿ ಹೆಚ್ಚುವರಿ ಸಿಸಿ ಕ್ಯಾಮೆರಾಗಳನ್ನು ಅಳವಡಿಸಲಾಗಿದೆ. ಮೆಟ್ರೋ ಸೇವೆಯನ್ನು ತಡರಾತ್ರಿವರೆಗೂ ವಿಸ್ತರಿಸಲಾಗಿದೆ. ಬ್ರಿಗೇಡ್ ರಸ್ತೆ, ಎಂ.ಜಿ.ರಸ್ತೆ, ಚರ್ಚ್ ಸ್ಟ್ರೀಟ್‌ನಲ್ಲಿ ಜನಸಂದಣಿ ನಿರೀಕ್ಷಿಸಲಾಗಿದೆ. ಸಂಚಾರ ಮಾರ್ಗ ಬದಲಾವಣೆ ಮಾಡಲಾಗಿದ್ದು ವಾಹನ ಸವಾರರು ಸಹಕರಿಸಬೇಕು. ತುರ್ತು ಸಂದರ್ಭಗಳಲ್ಲಿ 112 ಸಂಖ್ಯೆಗೆ ಕರೆ ಮಾಡಬಹುದು. ಆಸ್ಪತ್ರೆಗಳಲ್ಲಿ ತುರ್ತು ಚಿಕಿತ್ಸಾ ಸೌಲಭ್ಯ ಸಿದ್ಧಪಡಿಸಲಾಗಿದೆ. ಅಗ್ನಿಶಾಮಕ ದಳವೂ ಸನ್ನದ್ಧವಾಗಿದೆ. ಮೈಸೂರು ಅರಮನೆ ಆವರಣದಲ್ಲಿ ಸಂಗೀತ ಕಾರ್ಯಕ್ರಮ ಹಾಗೂ ಪಟಾಕಿ ಪ್ರದರ್ಶನ ಏರ್ಪಡಿಸಲಾಗಿದೆ. ಪ್ರವಾಸಿಗರ ಅನುಕೂಲಕ್ಕಾಗಿ ಹೆಚ್ಚುವರಿ ಬಸ್‌ಗಳನ್ನು ಓಡಿಸಲಾಗುವುದು. ಚಾಮುಂಡಿ ಬೆಟ್ಟಕ್ಕೆ ತೆರಳುವ ರಸ್ತೆಯಲ್ಲಿ ವಾಹನ ಸಂಚಾರ ನಿರ್ಬಂಧಿಸಲಾಗಿದೆ. ಸಾರ್ವಜನಿಕರು ಪೊಲೀಸರೊಂದಿಗೆ ಸಹಕರಿಸಿ ಸುರಕ್ಷಿತವಾಗಿ ಹೊಸ ವರ್ಷ ಆಚರಿಸಬೇಕು ಎಂದು ಮನವಿ ಮಾಡಲಾಗಿದೆ. [52, 722, 218, 960]
jump1-headline: ಹರುಷದಾಯಕವಾಗಿರಲಿ... [52, 703, 164, 718]
yellow-dot [79, 1413, 86, 1420]
sm-krishna-body-right: ಮಂಡ್ಯ: ಮಾಜಿ ಮುಖ್ಯಮಂತ್ರಿ ಎಸ್.ಎಂ.ಕೃಷ್ಣ ಅವರಿಗೆ ಶ್ರದ್ಧಾಂಜಲಿ ಸಭೆಯನ್ನು ಮಂಡ್ಯದಲ್ಲಿ ಶೀಘ್ರದಲ್ಲೇ ಆಯೋಜಿಸಲಾಗುವುದು ಎಂದು ಅಭಿಮಾನಿಗಳ ಸಂಘದ ಅಧ್ಯಕ್ಷರು ತಿಳಿಸಿದರು. ಪತ್ರಿಕಾಗೋಷ್ಠಿಯಲ್ಲಿ ಮಾತನಾಡಿದ ಅವರು, ಎಸ್.ಎಂ.ಕೃಷ್ಣ ಅವರು ಮಂಡ್ಯ ಜಿಲ್ಲೆಯ ಅಭಿವೃದ್ಧಿಗೆ ಅಪಾರ ಕೊಡುಗೆ ನೀಡಿದ್ದಾರೆ. ಅವರ ನೆನಪಿನಲ್ಲಿ ಸ್ಮಾರಕ ನಿರ್ಮಿಸಲು ಸರ್ಕಾರಕ್ಕೆ ಮನವಿ ಸಲ್ಲಿಸಲಾಗುವುದು. ಬೆಂಗಳೂರನ್ನು ಸಿಲಿಕಾನ್ ಸಿಟಿಯನ್ನಾಗಿ ರೂಪಿಸಿದ ಕೀರ್ತಿ ಅವರಿಗೆ ಸಲ್ಲುತ್ತದೆ. ಸಭೆಯಲ್ಲಿ ರಾಜ್ಯದ ಹಲವು ಗಣ್ಯರು [176, 612, 404, 674]
obit-portrait-image [422, 1234, 494, 1316]
kas-headline-line3: ರಾಜ್ಯ ರೈಲ್ವೆ ಅಧಿಕಾರಿ ಬಂಧನ [650, 770, 827, 792]
sm-krishna-photo-caption: ಪತ್ರಿಕಾಗೋಷ್ಠಿಯಲ್ಲಿ ಮಾಜಿ ಶಾಸಕ ಎಸ್.ಎಂ.ಕೃಷ್ಣ ಅವರ ಅಭಿಮಾನಿಗಳು ಮಾತನಾಡುತ್ತಿರುವುದು. [183, 596, 397, 604]
kas-body-top: ಯುವತಿಯೊಬ್ಬರಿಂದ ಕೆಎಎಸ್ ಪರೀಕ್ಷೆಯಲ್ಲಿ ಪಾಸ್ ಮಾಡಿಸುವುದಾಗಿ ಹಣ ಪಡೆದ ಆರೋಪದ ಮೇಲೆ ರೈಲ್ವೆ ಅಧಿಕಾರಿಯನ್ನು ಬಂಧಿಸಲಾಗಿದೆ. ಸಿಐಡಿ ಪೊಲೀಸರು ತನಿಖೆ ಕೈಗೊಂಡಿದ್ದಾರೆ. [764, 800, 912, 841]
kas-illustration-image [650, 800, 760, 926]
yellow-dot [479, 1413, 486, 1420]
guru-headline-line1: ಮನೆಯಲ್ಲಿ ಗುರು-ಹಿರಿಯರಿದ್ದರೆ [540, 84, 779, 112]
guru-kicker: ಮಾಜಿ ಸಚಿವ ಸಿ.ಎಸ್.ಪುಟ್ಟರಾಜು ಅಭಿಮತ [655, 148, 795, 159]
sm-krishna-headline: ಶ್ರೀಘದಲ್ಲೇ ಮಂಡ್ಯದಲ್ಲಿ ಎಸ್.ಎಂ.ಕೃಷ್ಣಗೆ ಶ್ರದ್ಧಾಂಜಲಿ ಸಭೆ [56, 436, 405, 458]
